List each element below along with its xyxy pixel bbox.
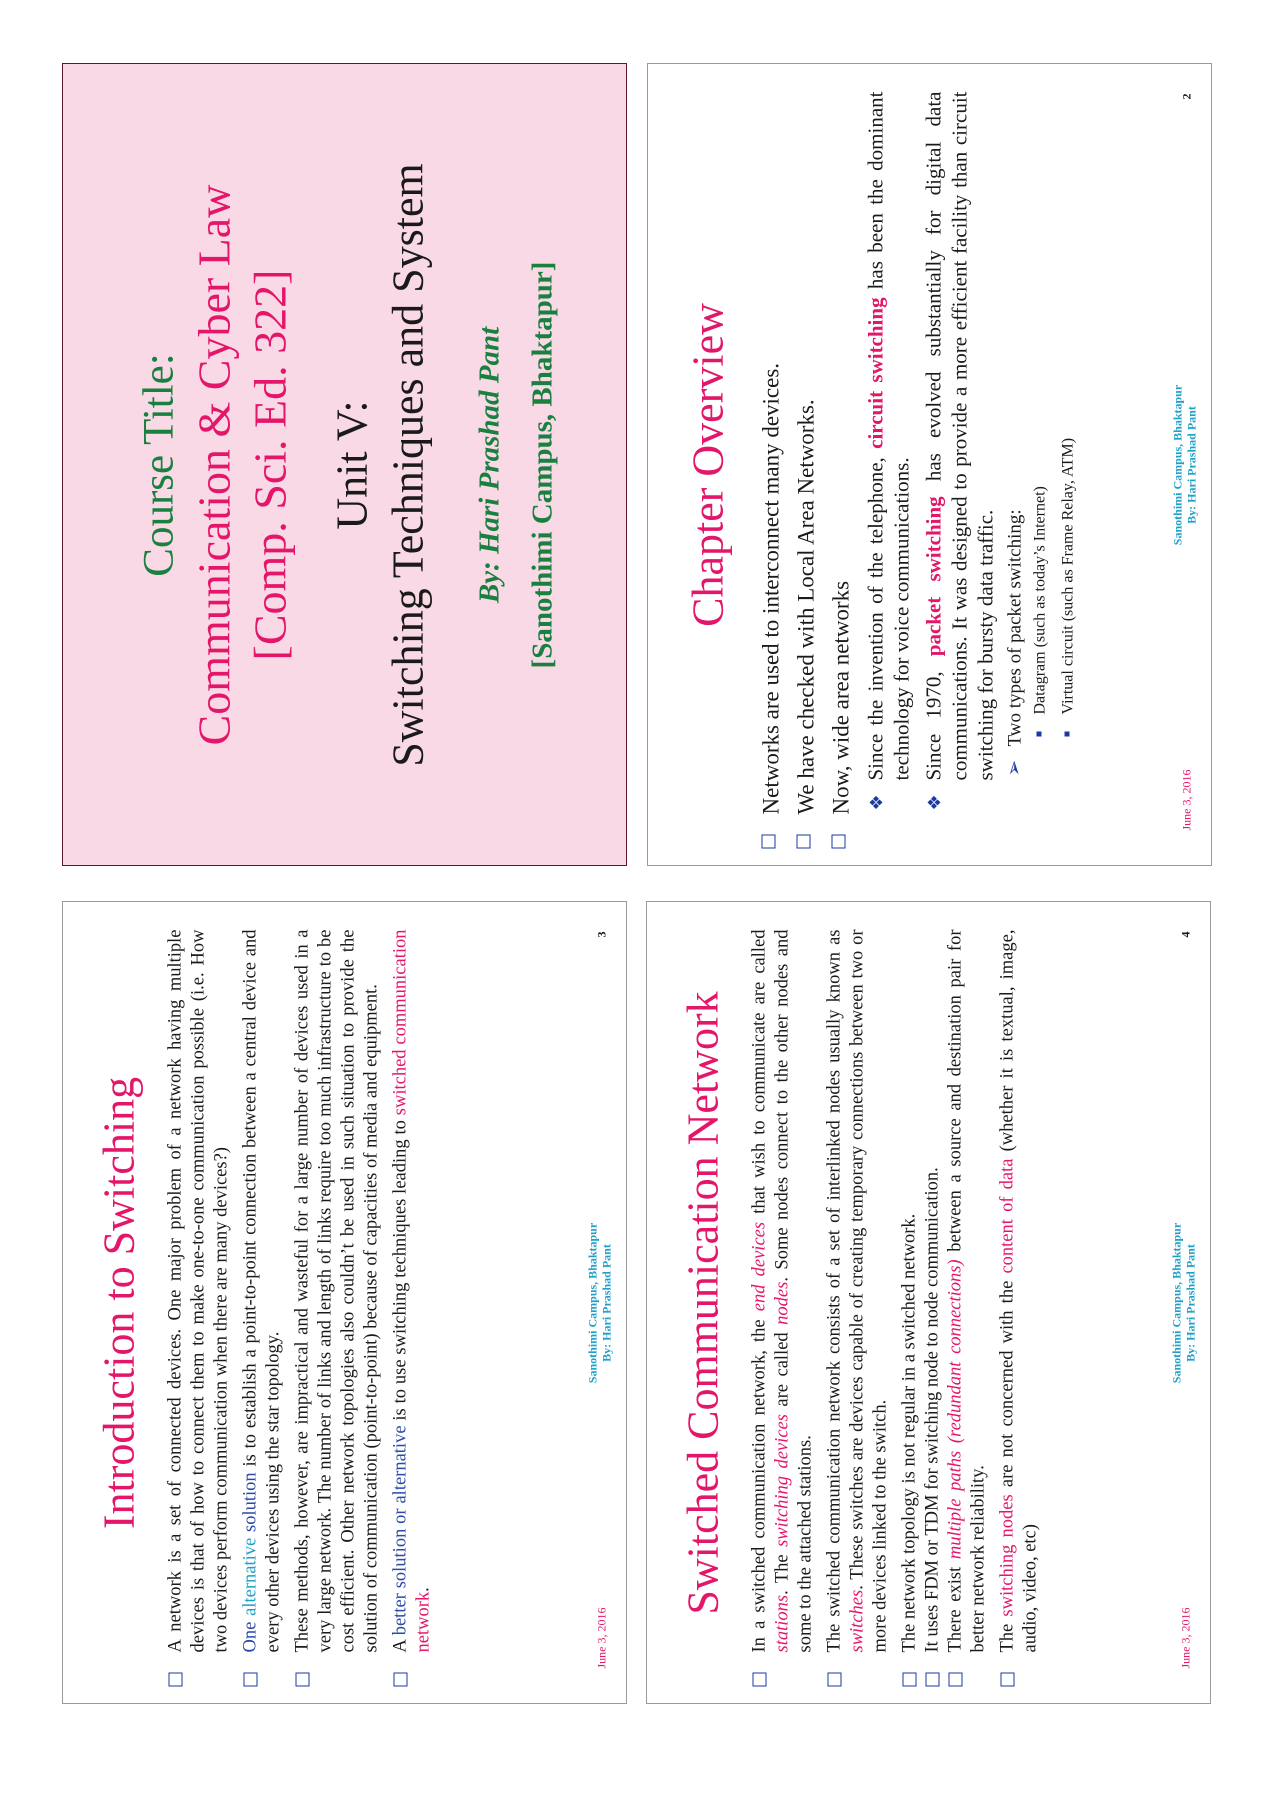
campus-name: [Sanothimi Campus, Bhaktapur] <box>526 261 558 668</box>
list-item: Virtual circuit (such as Frame Relay, ATM) <box>1057 91 1079 714</box>
unit-label: Unit V: <box>327 399 376 530</box>
list-item: In a switched communication network, the end devices that wish to communicate are called stations. The switching devices are called nodes. Some nodes connect to the other nodes and some to the attached stations. <box>748 929 817 1652</box>
slide-heading: Chapter Overview <box>683 302 732 627</box>
list-item: The switching nodes are not concerned with the content of data (whether it is textual, image, audio, video, etc) <box>996 929 1042 1652</box>
arrow-bullet-icon: ➢ <box>1003 759 1025 776</box>
checkbox-bullet-icon <box>168 1672 182 1686</box>
checkbox-bullet-icon <box>831 834 845 848</box>
page-number: 2 <box>1179 93 1193 99</box>
unit-title: Switching Techniques and System <box>383 162 432 767</box>
sub-list <box>862 90 1079 810</box>
checkbox-bullet-icon <box>902 1672 916 1686</box>
footer-campus: Sanothimi Campus, Bhaktapur <box>1169 1222 1183 1383</box>
slide-switched-network <box>646 901 1211 1704</box>
footer-author: By: Hari Prashad Pant <box>1184 405 1198 524</box>
footer-date: June 3, 2016 <box>594 1607 608 1668</box>
bullet-list <box>755 63 1079 866</box>
footer-author: By: Hari Prashad Pant <box>1183 1243 1197 1362</box>
list-item: Networks are used to interconnect many devices. <box>755 91 786 814</box>
slide-heading: Introduction to Switching <box>94 1076 143 1529</box>
bullet-list <box>748 901 1042 1704</box>
checkbox-bullet-icon <box>295 1672 309 1686</box>
square-bullet-icon <box>1064 731 1069 736</box>
checkbox-bullet-icon <box>796 834 810 848</box>
list-item: Datagram (such as today’s Internet) <box>1029 91 1051 714</box>
page-number: 4 <box>1178 931 1192 937</box>
list-item: A better solution or alternative is to use switching techniques leading to switched communication network. <box>389 929 435 1652</box>
author-name: By: Hari Prashad Pant <box>473 326 505 603</box>
sub-list <box>1029 91 1079 714</box>
checkbox-bullet-icon <box>1000 1672 1014 1686</box>
course-title-label: Course Title: <box>135 352 182 577</box>
list-item: These methods, however, are impractical and wasteful for a large number of devices used in a very large network. The number of links and length of links require too much infrastructure to be cost efficient. Other network topologies also couldn’t be used in such situation to provide the solution of communication (point-to-point) because of capacities of media and equipment. <box>291 929 383 1652</box>
footer-date: June 3, 2016 <box>1178 1607 1192 1668</box>
list-item: We have checked with Local Area Networks. <box>790 91 821 814</box>
checkbox-bullet-icon <box>827 1672 841 1686</box>
footer-author: By: Hari Prashad Pant <box>599 1243 613 1362</box>
footer-credit <box>585 901 613 1704</box>
slide-heading: Switched Communication Network <box>678 990 727 1615</box>
checkbox-bullet-icon <box>761 834 775 848</box>
list-item: One alternative solution is to establish a point-to-point connection between a central device and every other devices using the star topology. <box>239 929 285 1652</box>
checkbox-bullet-icon <box>925 1672 939 1686</box>
list-item: Now, wide area networks ❖ Since the invention of the telephone, circuit switching has been the dominant technology for voice communications. ❖ Since 1970, packet switching has evolved substantially for digital data communications. It was designed to provide a more efficient facility than circuit switching for bursty data traffic. ➢ Two types of packet switching: Datagram (such as today’s Internet) Virtual circuit (such as Frame Relay, ATM) <box>825 91 1079 814</box>
list-item: ❖ Since 1970, packet switching has evolved substantially for digital data communications. It was designed to provide a more efficient facility than circuit switching for bursty data traffic. ➢ Two types of packet switching: Datagram (such as today’s Internet) Virtual circuit (such as Frame Relay, ATM) <box>920 91 1079 780</box>
checkbox-bullet-icon <box>948 1672 962 1686</box>
list-item: The switched communication network consists of a set of interlinked nodes usually known as switches. These switches are devices capable of creating temporary connections between two or more devices linked to the switch. <box>823 929 892 1652</box>
footer-campus: Sanothimi Campus, Bhaktapur <box>585 1222 599 1383</box>
diamond-bullet-icon: ❖ <box>924 793 944 810</box>
sub-list <box>1002 91 1079 776</box>
bullet-list <box>164 901 435 1704</box>
list-item: ➢ Two types of packet switching: Datagram (such as today’s Internet) Virtual circuit (such as Frame Relay, ATM) <box>1002 91 1079 746</box>
checkbox-bullet-icon <box>393 1672 407 1686</box>
page-number: 3 <box>594 931 608 937</box>
square-bullet-icon <box>1036 731 1041 736</box>
slide-intro-switching <box>62 901 627 1704</box>
footer-date: June 3, 2016 <box>1179 769 1193 830</box>
slide-intro-switching-content <box>62 901 627 1704</box>
list-item: There exist multiple paths (redundant connections) between a source and destination pair for better network reliability. <box>944 929 990 1652</box>
checkbox-bullet-icon <box>243 1672 257 1686</box>
footer-credit <box>1170 63 1198 866</box>
checkbox-bullet-icon <box>752 1672 766 1686</box>
slide-title-content <box>62 63 627 866</box>
slide-title <box>62 63 627 866</box>
diamond-bullet-icon: ❖ <box>866 793 886 810</box>
list-item: A network is a set of connected devices. One major problem of a network having multiple devices is that of how to connect them to make one-to-one communication possible (i.e. How two devices perform communication when there are many devices?) <box>164 929 233 1652</box>
list-item: ❖ Since the invention of the telephone, circuit switching has been the dominant technology for voice communications. <box>863 90 913 810</box>
footer-campus: Sanothimi Campus, Bhaktapur <box>1170 384 1184 545</box>
slide-chapter-overview <box>647 63 1212 866</box>
slide-switched-network-content <box>646 901 1211 1704</box>
course-name: Communication & Cyber Law <box>188 184 239 745</box>
list-item: The network topology is not regular in a switched network. <box>898 929 921 1652</box>
footer-credit <box>1169 901 1197 1704</box>
list-item: It uses FDM or TDM for switching node to node communication. <box>921 929 944 1652</box>
slide-chapter-overview-content <box>647 63 1212 866</box>
course-code: [Comp. Sci. Ed. 322] <box>244 269 295 660</box>
